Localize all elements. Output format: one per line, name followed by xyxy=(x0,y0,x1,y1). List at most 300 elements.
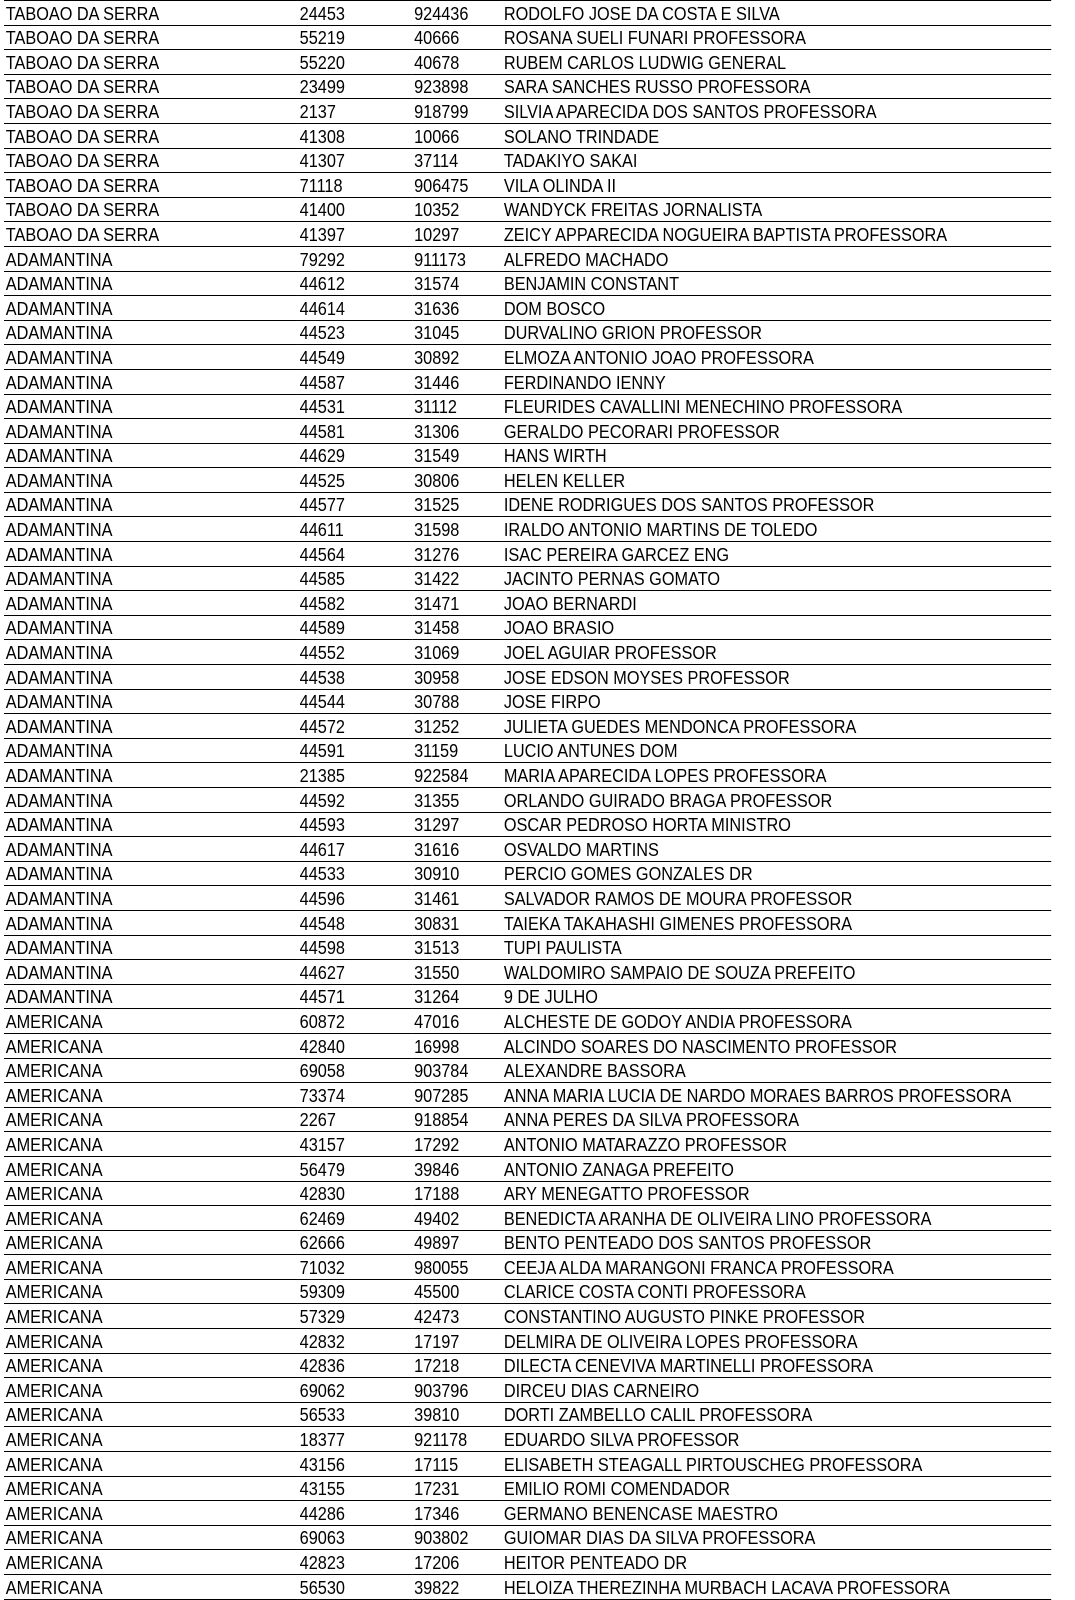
municipality-cell: AMERICANA xyxy=(4,1156,298,1181)
municipality-cell: AMERICANA xyxy=(4,1181,298,1206)
table-row xyxy=(4,763,1051,788)
code-2-cell: 45500 xyxy=(412,1279,502,1304)
school-name-cell: JOEL AGUIAR PROFESSOR xyxy=(502,640,1051,665)
code-1-cell: 73374 xyxy=(298,1083,412,1108)
code-2-cell: 31159 xyxy=(412,738,502,763)
school-name-cell: HANS WIRTH xyxy=(502,443,1051,468)
municipality-cell: AMERICANA xyxy=(4,1575,298,1600)
school-name-cell: ALFREDO MACHADO xyxy=(502,246,1051,271)
code-2-cell: 31549 xyxy=(412,443,502,468)
code-2-cell: 31471 xyxy=(412,591,502,616)
school-name-cell: ANNA PERES DA SILVA PROFESSORA xyxy=(502,1107,1051,1132)
code-1-cell: 42840 xyxy=(298,1033,412,1058)
municipality-cell: AMERICANA xyxy=(4,1132,298,1157)
municipality-cell: ADAMANTINA xyxy=(4,419,298,444)
code-2-cell: 10066 xyxy=(412,123,502,148)
table-row xyxy=(4,1230,1051,1255)
code-2-cell: 31598 xyxy=(412,517,502,542)
table-row xyxy=(4,1255,1051,1280)
municipality-cell: ADAMANTINA xyxy=(4,886,298,911)
code-2-cell: 49897 xyxy=(412,1230,502,1255)
municipality-cell: ADAMANTINA xyxy=(4,788,298,813)
table-row xyxy=(4,1575,1051,1600)
code-1-cell: 44593 xyxy=(298,812,412,837)
code-2-cell: 10352 xyxy=(412,197,502,222)
table-row xyxy=(4,935,1051,960)
municipality-cell: ADAMANTINA xyxy=(4,271,298,296)
school-list-table xyxy=(4,0,1051,1600)
school-name-cell: DIRCEU DIAS CARNEIRO xyxy=(502,1378,1051,1403)
code-1-cell: 44286 xyxy=(298,1501,412,1526)
code-1-cell: 44548 xyxy=(298,910,412,935)
code-1-cell: 44544 xyxy=(298,689,412,714)
code-1-cell: 59309 xyxy=(298,1279,412,1304)
school-name-cell: BENJAMIN CONSTANT xyxy=(502,271,1051,296)
table-row xyxy=(4,1304,1051,1329)
municipality-cell: AMERICANA xyxy=(4,1033,298,1058)
table-row xyxy=(4,1402,1051,1427)
school-name-cell: LUCIO ANTUNES DOM xyxy=(502,738,1051,763)
table-row xyxy=(4,74,1051,99)
school-name-cell: CLARICE COSTA CONTI PROFESSORA xyxy=(502,1279,1051,1304)
table-row xyxy=(4,738,1051,763)
code-1-cell: 2267 xyxy=(298,1107,412,1132)
municipality-cell: ADAMANTINA xyxy=(4,591,298,616)
code-2-cell: 17346 xyxy=(412,1501,502,1526)
municipality-cell: AMERICANA xyxy=(4,1378,298,1403)
table-row xyxy=(4,1279,1051,1304)
code-1-cell: 44577 xyxy=(298,492,412,517)
code-1-cell: 43157 xyxy=(298,1132,412,1157)
school-name-cell: DOM BOSCO xyxy=(502,296,1051,321)
code-2-cell: 31446 xyxy=(412,369,502,394)
code-1-cell: 55220 xyxy=(298,50,412,75)
code-2-cell: 922584 xyxy=(412,763,502,788)
school-name-cell: ALEXANDRE BASSORA xyxy=(502,1058,1051,1083)
table-row xyxy=(4,1427,1051,1452)
code-2-cell: 906475 xyxy=(412,173,502,198)
municipality-cell: TABOAO DA SERRA xyxy=(4,123,298,148)
code-1-cell: 24453 xyxy=(298,1,412,26)
table-row xyxy=(4,468,1051,493)
table-row xyxy=(4,50,1051,75)
school-name-cell: ZEICY APPARECIDA NOGUEIRA BAPTISTA PROFESSORA xyxy=(502,222,1051,247)
school-name-cell: TADAKIYO SAKAI xyxy=(502,148,1051,173)
municipality-cell: ADAMANTINA xyxy=(4,492,298,517)
table-row xyxy=(4,394,1051,419)
table-row xyxy=(4,25,1051,50)
table-row xyxy=(4,271,1051,296)
code-2-cell: 30788 xyxy=(412,689,502,714)
code-1-cell: 79292 xyxy=(298,246,412,271)
code-2-cell: 921178 xyxy=(412,1427,502,1452)
school-name-cell: HELOIZA THEREZINHA MURBACH LACAVA PROFESSORA xyxy=(502,1575,1051,1600)
code-2-cell: 903784 xyxy=(412,1058,502,1083)
municipality-cell: ADAMANTINA xyxy=(4,296,298,321)
table-row xyxy=(4,173,1051,198)
school-name-cell: EDUARDO SILVA PROFESSOR xyxy=(502,1427,1051,1452)
code-1-cell: 43155 xyxy=(298,1476,412,1501)
code-2-cell: 31636 xyxy=(412,296,502,321)
code-1-cell: 44572 xyxy=(298,714,412,739)
code-1-cell: 21385 xyxy=(298,763,412,788)
school-name-cell: WANDYCK FREITAS JORNALISTA xyxy=(502,197,1051,222)
code-2-cell: 31550 xyxy=(412,960,502,985)
municipality-cell: ADAMANTINA xyxy=(4,640,298,665)
municipality-cell: ADAMANTINA xyxy=(4,542,298,567)
table-row xyxy=(4,665,1051,690)
table-row xyxy=(4,812,1051,837)
code-2-cell: 31264 xyxy=(412,984,502,1009)
municipality-cell: AMERICANA xyxy=(4,1402,298,1427)
municipality-cell: ADAMANTINA xyxy=(4,738,298,763)
code-1-cell: 57329 xyxy=(298,1304,412,1329)
municipality-cell: AMERICANA xyxy=(4,1550,298,1575)
school-name-cell: RUBEM CARLOS LUDWIG GENERAL xyxy=(502,50,1051,75)
school-name-cell: JOAO BERNARDI xyxy=(502,591,1051,616)
code-1-cell: 62469 xyxy=(298,1206,412,1231)
table-row xyxy=(4,296,1051,321)
school-name-cell: ALCHESTE DE GODOY ANDIA PROFESSORA xyxy=(502,1009,1051,1034)
code-2-cell: 17197 xyxy=(412,1329,502,1354)
table-row xyxy=(4,1107,1051,1132)
school-name-cell: CEEJA ALDA MARANGONI FRANCA PROFESSORA xyxy=(502,1255,1051,1280)
municipality-cell: ADAMANTINA xyxy=(4,517,298,542)
table-row xyxy=(4,1058,1051,1083)
code-1-cell: 42830 xyxy=(298,1181,412,1206)
code-1-cell: 42836 xyxy=(298,1353,412,1378)
table-row xyxy=(4,960,1051,985)
municipality-cell: TABOAO DA SERRA xyxy=(4,222,298,247)
school-name-cell: DURVALINO GRION PROFESSOR xyxy=(502,320,1051,345)
code-2-cell: 30806 xyxy=(412,468,502,493)
code-1-cell: 44525 xyxy=(298,468,412,493)
code-2-cell: 924436 xyxy=(412,1,502,26)
municipality-cell: AMERICANA xyxy=(4,1353,298,1378)
code-2-cell: 31069 xyxy=(412,640,502,665)
table-row xyxy=(4,197,1051,222)
code-2-cell: 42473 xyxy=(412,1304,502,1329)
code-2-cell: 17115 xyxy=(412,1452,502,1477)
school-name-cell: ISAC PEREIRA GARCEZ ENG xyxy=(502,542,1051,567)
table-row xyxy=(4,788,1051,813)
code-1-cell: 56530 xyxy=(298,1575,412,1600)
code-2-cell: 30910 xyxy=(412,861,502,886)
code-1-cell: 44538 xyxy=(298,665,412,690)
code-2-cell: 31355 xyxy=(412,788,502,813)
code-2-cell: 923898 xyxy=(412,74,502,99)
municipality-cell: ADAMANTINA xyxy=(4,615,298,640)
table-row xyxy=(4,123,1051,148)
school-name-cell: SALVADOR RAMOS DE MOURA PROFESSOR xyxy=(502,886,1051,911)
code-2-cell: 10297 xyxy=(412,222,502,247)
school-name-cell: ORLANDO GUIRADO BRAGA PROFESSOR xyxy=(502,788,1051,813)
municipality-cell: TABOAO DA SERRA xyxy=(4,74,298,99)
municipality-cell: TABOAO DA SERRA xyxy=(4,99,298,124)
school-name-cell: TUPI PAULISTA xyxy=(502,935,1051,960)
municipality-cell: TABOAO DA SERRA xyxy=(4,173,298,198)
code-1-cell: 44549 xyxy=(298,345,412,370)
municipality-cell: ADAMANTINA xyxy=(4,369,298,394)
municipality-cell: ADAMANTINA xyxy=(4,320,298,345)
municipality-cell: ADAMANTINA xyxy=(4,394,298,419)
table-row xyxy=(4,1083,1051,1108)
school-name-cell: ALCINDO SOARES DO NASCIMENTO PROFESSOR xyxy=(502,1033,1051,1058)
municipality-cell: ADAMANTINA xyxy=(4,443,298,468)
municipality-cell: ADAMANTINA xyxy=(4,714,298,739)
code-2-cell: 40678 xyxy=(412,50,502,75)
municipality-cell: TABOAO DA SERRA xyxy=(4,25,298,50)
school-name-cell: BENTO PENTEADO DOS SANTOS PROFESSOR xyxy=(502,1230,1051,1255)
code-2-cell: 903796 xyxy=(412,1378,502,1403)
municipality-cell: ADAMANTINA xyxy=(4,984,298,1009)
municipality-cell: ADAMANTINA xyxy=(4,763,298,788)
table-row xyxy=(4,443,1051,468)
code-2-cell: 30831 xyxy=(412,910,502,935)
code-1-cell: 44612 xyxy=(298,271,412,296)
school-name-cell: ANTONIO MATARAZZO PROFESSOR xyxy=(502,1132,1051,1157)
table-row xyxy=(4,591,1051,616)
code-1-cell: 23499 xyxy=(298,74,412,99)
school-name-cell: DILECTA CENEVIVA MARTINELLI PROFESSORA xyxy=(502,1353,1051,1378)
code-2-cell: 31045 xyxy=(412,320,502,345)
table-row xyxy=(4,345,1051,370)
table-row xyxy=(4,1,1051,26)
code-2-cell: 17218 xyxy=(412,1353,502,1378)
code-1-cell: 44589 xyxy=(298,615,412,640)
code-2-cell: 31422 xyxy=(412,566,502,591)
school-name-cell: ELMOZA ANTONIO JOAO PROFESSORA xyxy=(502,345,1051,370)
municipality-cell: AMERICANA xyxy=(4,1476,298,1501)
school-list-body xyxy=(4,1,1051,1600)
municipality-cell: ADAMANTINA xyxy=(4,935,298,960)
table-row xyxy=(4,246,1051,271)
table-row xyxy=(4,148,1051,173)
code-1-cell: 41307 xyxy=(298,148,412,173)
code-2-cell: 31525 xyxy=(412,492,502,517)
school-name-cell: JULIETA GUEDES MENDONCA PROFESSORA xyxy=(502,714,1051,739)
code-2-cell: 39810 xyxy=(412,1402,502,1427)
table-row xyxy=(4,369,1051,394)
school-name-cell: BENEDICTA ARANHA DE OLIVEIRA LINO PROFESSORA xyxy=(502,1206,1051,1231)
code-1-cell: 41400 xyxy=(298,197,412,222)
school-name-cell: JACINTO PERNAS GOMATO xyxy=(502,566,1051,591)
code-2-cell: 31252 xyxy=(412,714,502,739)
code-2-cell: 907285 xyxy=(412,1083,502,1108)
code-2-cell: 40666 xyxy=(412,25,502,50)
table-row xyxy=(4,886,1051,911)
municipality-cell: ADAMANTINA xyxy=(4,960,298,985)
code-2-cell: 918799 xyxy=(412,99,502,124)
municipality-cell: AMERICANA xyxy=(4,1058,298,1083)
code-2-cell: 17206 xyxy=(412,1550,502,1575)
code-1-cell: 44614 xyxy=(298,296,412,321)
table-row xyxy=(4,1329,1051,1354)
table-row xyxy=(4,320,1051,345)
school-name-cell: JOSE EDSON MOYSES PROFESSOR xyxy=(502,665,1051,690)
table-row xyxy=(4,542,1051,567)
code-2-cell: 31112 xyxy=(412,394,502,419)
table-row xyxy=(4,615,1051,640)
code-1-cell: 55219 xyxy=(298,25,412,50)
code-2-cell: 31461 xyxy=(412,886,502,911)
school-name-cell: ANTONIO ZANAGA PREFEITO xyxy=(502,1156,1051,1181)
municipality-cell: ADAMANTINA xyxy=(4,861,298,886)
municipality-cell: ADAMANTINA xyxy=(4,246,298,271)
municipality-cell: ADAMANTINA xyxy=(4,837,298,862)
table-row xyxy=(4,1353,1051,1378)
code-1-cell: 41308 xyxy=(298,123,412,148)
municipality-cell: AMERICANA xyxy=(4,1304,298,1329)
municipality-cell: TABOAO DA SERRA xyxy=(4,50,298,75)
code-1-cell: 69063 xyxy=(298,1525,412,1550)
municipality-cell: ADAMANTINA xyxy=(4,566,298,591)
code-2-cell: 911173 xyxy=(412,246,502,271)
code-2-cell: 16998 xyxy=(412,1033,502,1058)
code-2-cell: 31297 xyxy=(412,812,502,837)
table-row xyxy=(4,492,1051,517)
table-row xyxy=(4,910,1051,935)
table-row xyxy=(4,984,1051,1009)
municipality-cell: TABOAO DA SERRA xyxy=(4,148,298,173)
code-1-cell: 18377 xyxy=(298,1427,412,1452)
code-1-cell: 44571 xyxy=(298,984,412,1009)
code-1-cell: 2137 xyxy=(298,99,412,124)
school-name-cell: ELISABETH STEAGALL PIRTOUSCHEG PROFESSORA xyxy=(502,1452,1051,1477)
school-name-cell: ROSANA SUELI FUNARI PROFESSORA xyxy=(502,25,1051,50)
school-name-cell: RODOLFO JOSE DA COSTA E SILVA xyxy=(502,1,1051,26)
table-row xyxy=(4,517,1051,542)
municipality-cell: AMERICANA xyxy=(4,1501,298,1526)
code-1-cell: 69062 xyxy=(298,1378,412,1403)
code-1-cell: 44552 xyxy=(298,640,412,665)
municipality-cell: AMERICANA xyxy=(4,1427,298,1452)
table-row xyxy=(4,1378,1051,1403)
municipality-cell: ADAMANTINA xyxy=(4,812,298,837)
municipality-cell: AMERICANA xyxy=(4,1230,298,1255)
school-name-cell: VILA OLINDA II xyxy=(502,173,1051,198)
municipality-cell: ADAMANTINA xyxy=(4,468,298,493)
code-2-cell: 31276 xyxy=(412,542,502,567)
municipality-cell: AMERICANA xyxy=(4,1107,298,1132)
code-1-cell: 71118 xyxy=(298,173,412,198)
code-2-cell: 31458 xyxy=(412,615,502,640)
table-row xyxy=(4,1132,1051,1157)
school-name-cell: HELEN KELLER xyxy=(502,468,1051,493)
code-1-cell: 69058 xyxy=(298,1058,412,1083)
municipality-cell: AMERICANA xyxy=(4,1452,298,1477)
code-1-cell: 44564 xyxy=(298,542,412,567)
table-row xyxy=(4,222,1051,247)
code-2-cell: 31616 xyxy=(412,837,502,862)
school-name-cell: HEITOR PENTEADO DR xyxy=(502,1550,1051,1575)
municipality-cell: ADAMANTINA xyxy=(4,910,298,935)
code-1-cell: 44596 xyxy=(298,886,412,911)
code-2-cell: 31306 xyxy=(412,419,502,444)
school-name-cell: GERMANO BENENCASE MAESTRO xyxy=(502,1501,1051,1526)
code-1-cell: 44587 xyxy=(298,369,412,394)
code-1-cell: 44581 xyxy=(298,419,412,444)
code-2-cell: 31574 xyxy=(412,271,502,296)
code-1-cell: 43156 xyxy=(298,1452,412,1477)
school-name-cell: GERALDO PECORARI PROFESSOR xyxy=(502,419,1051,444)
code-1-cell: 44617 xyxy=(298,837,412,862)
code-1-cell: 44627 xyxy=(298,960,412,985)
table-row xyxy=(4,566,1051,591)
table-row xyxy=(4,1206,1051,1231)
municipality-cell: AMERICANA xyxy=(4,1083,298,1108)
school-name-cell: JOSE FIRPO xyxy=(502,689,1051,714)
code-2-cell: 17188 xyxy=(412,1181,502,1206)
table-row xyxy=(4,1525,1051,1550)
code-1-cell: 56479 xyxy=(298,1156,412,1181)
municipality-cell: AMERICANA xyxy=(4,1206,298,1231)
code-1-cell: 41397 xyxy=(298,222,412,247)
code-2-cell: 30958 xyxy=(412,665,502,690)
code-2-cell: 980055 xyxy=(412,1255,502,1280)
code-1-cell: 56533 xyxy=(298,1402,412,1427)
code-1-cell: 44523 xyxy=(298,320,412,345)
code-1-cell: 44598 xyxy=(298,935,412,960)
table-row xyxy=(4,714,1051,739)
table-row xyxy=(4,1452,1051,1477)
code-2-cell: 903802 xyxy=(412,1525,502,1550)
school-name-cell: ANNA MARIA LUCIA DE NARDO MORAES BARROS PROFESSORA xyxy=(502,1083,1051,1108)
table-row xyxy=(4,1009,1051,1034)
code-2-cell: 47016 xyxy=(412,1009,502,1034)
table-row xyxy=(4,689,1051,714)
table-row xyxy=(4,837,1051,862)
code-1-cell: 42832 xyxy=(298,1329,412,1354)
table-row xyxy=(4,640,1051,665)
code-2-cell: 49402 xyxy=(412,1206,502,1231)
code-1-cell: 44533 xyxy=(298,861,412,886)
code-2-cell: 17292 xyxy=(412,1132,502,1157)
table-row xyxy=(4,419,1051,444)
code-1-cell: 44629 xyxy=(298,443,412,468)
code-2-cell: 37114 xyxy=(412,148,502,173)
school-name-cell: TAIEKA TAKAHASHI GIMENES PROFESSORA xyxy=(502,910,1051,935)
table-row xyxy=(4,1156,1051,1181)
school-name-cell: DELMIRA DE OLIVEIRA LOPES PROFESSORA xyxy=(502,1329,1051,1354)
school-name-cell: PERCIO GOMES GONZALES DR xyxy=(502,861,1051,886)
municipality-cell: ADAMANTINA xyxy=(4,665,298,690)
municipality-cell: ADAMANTINA xyxy=(4,345,298,370)
code-1-cell: 44531 xyxy=(298,394,412,419)
code-2-cell: 31513 xyxy=(412,935,502,960)
code-2-cell: 918854 xyxy=(412,1107,502,1132)
code-1-cell: 71032 xyxy=(298,1255,412,1280)
school-name-cell: SILVIA APARECIDA DOS SANTOS PROFESSORA xyxy=(502,99,1051,124)
table-row xyxy=(4,861,1051,886)
school-name-cell: GUIOMAR DIAS DA SILVA PROFESSORA xyxy=(502,1525,1051,1550)
school-name-cell: JOAO BRASIO xyxy=(502,615,1051,640)
school-name-cell: DORTI ZAMBELLO CALIL PROFESSORA xyxy=(502,1402,1051,1427)
school-name-cell: OSCAR PEDROSO HORTA MINISTRO xyxy=(502,812,1051,837)
school-name-cell: ARY MENEGATTO PROFESSOR xyxy=(502,1181,1051,1206)
school-name-cell: SOLANO TRINDADE xyxy=(502,123,1051,148)
municipality-cell: AMERICANA xyxy=(4,1255,298,1280)
code-1-cell: 44591 xyxy=(298,738,412,763)
code-1-cell: 44585 xyxy=(298,566,412,591)
school-name-cell: IDENE RODRIGUES DOS SANTOS PROFESSOR xyxy=(502,492,1051,517)
code-1-cell: 44611 xyxy=(298,517,412,542)
table-row xyxy=(4,1550,1051,1575)
school-name-cell: EMILIO ROMI COMENDADOR xyxy=(502,1476,1051,1501)
school-name-cell: MARIA APARECIDA LOPES PROFESSORA xyxy=(502,763,1051,788)
code-2-cell: 39822 xyxy=(412,1575,502,1600)
code-1-cell: 44582 xyxy=(298,591,412,616)
